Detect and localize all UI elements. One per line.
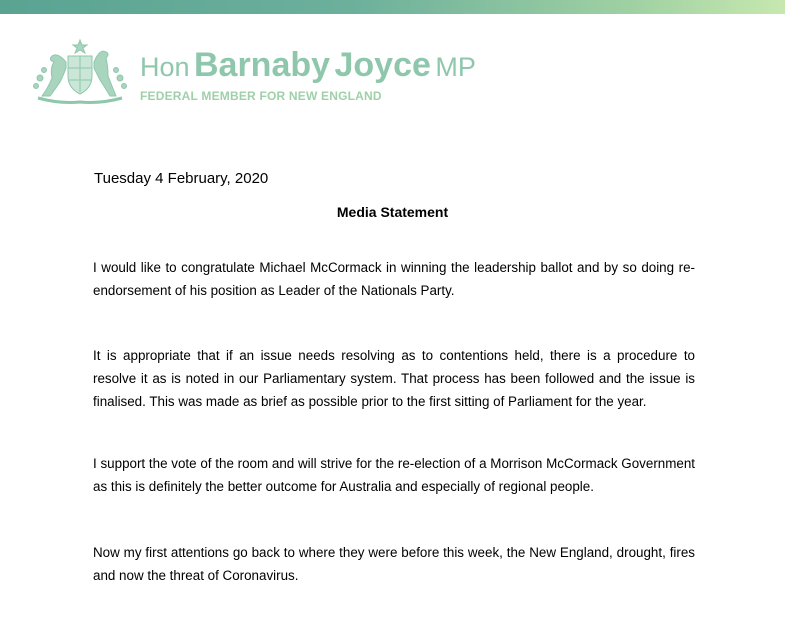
coat-of-arms-icon (30, 38, 130, 108)
paragraph-3: I support the vote of the room and will strive for the re-election of a Morrison McCormack Government as this is definitely the better outcome for Australia and especially of regional people. (93, 456, 695, 494)
paragraph-2: It is appropriate that if an issue needs resolving as to contentions held, there is a procedure to resolve it as is noted in our Parliamentary system. That process has been followed and the issue is finalised. This was made as brief as possible prior to the first sitting of Parliament for the year. (93, 348, 695, 409)
paragraph-4: Now my first attentions go back to where they were before this week, the New England, drought, fires and now the threat of Coronavirus. (93, 545, 695, 583)
statement-date: Tuesday 4 February, 2020 (94, 170, 269, 187)
header-gradient-bar (0, 0, 785, 14)
name-last: Joyce (334, 46, 431, 84)
member-name (140, 46, 476, 85)
name-suffix: MP (435, 52, 476, 82)
paragraph-1: I would like to congratulate Michael McCormack in winning the leadership ballot and by so doing re-endorsement of his position as Leader of the Nationals Party. (93, 260, 695, 298)
name-first: Barnaby (193, 46, 331, 84)
name-prefix: Hon (140, 52, 190, 82)
electorate-subtitle: FEDERAL MEMBER FOR NEW ENGLAND (140, 89, 382, 103)
statement-title: Media Statement (336, 204, 449, 220)
